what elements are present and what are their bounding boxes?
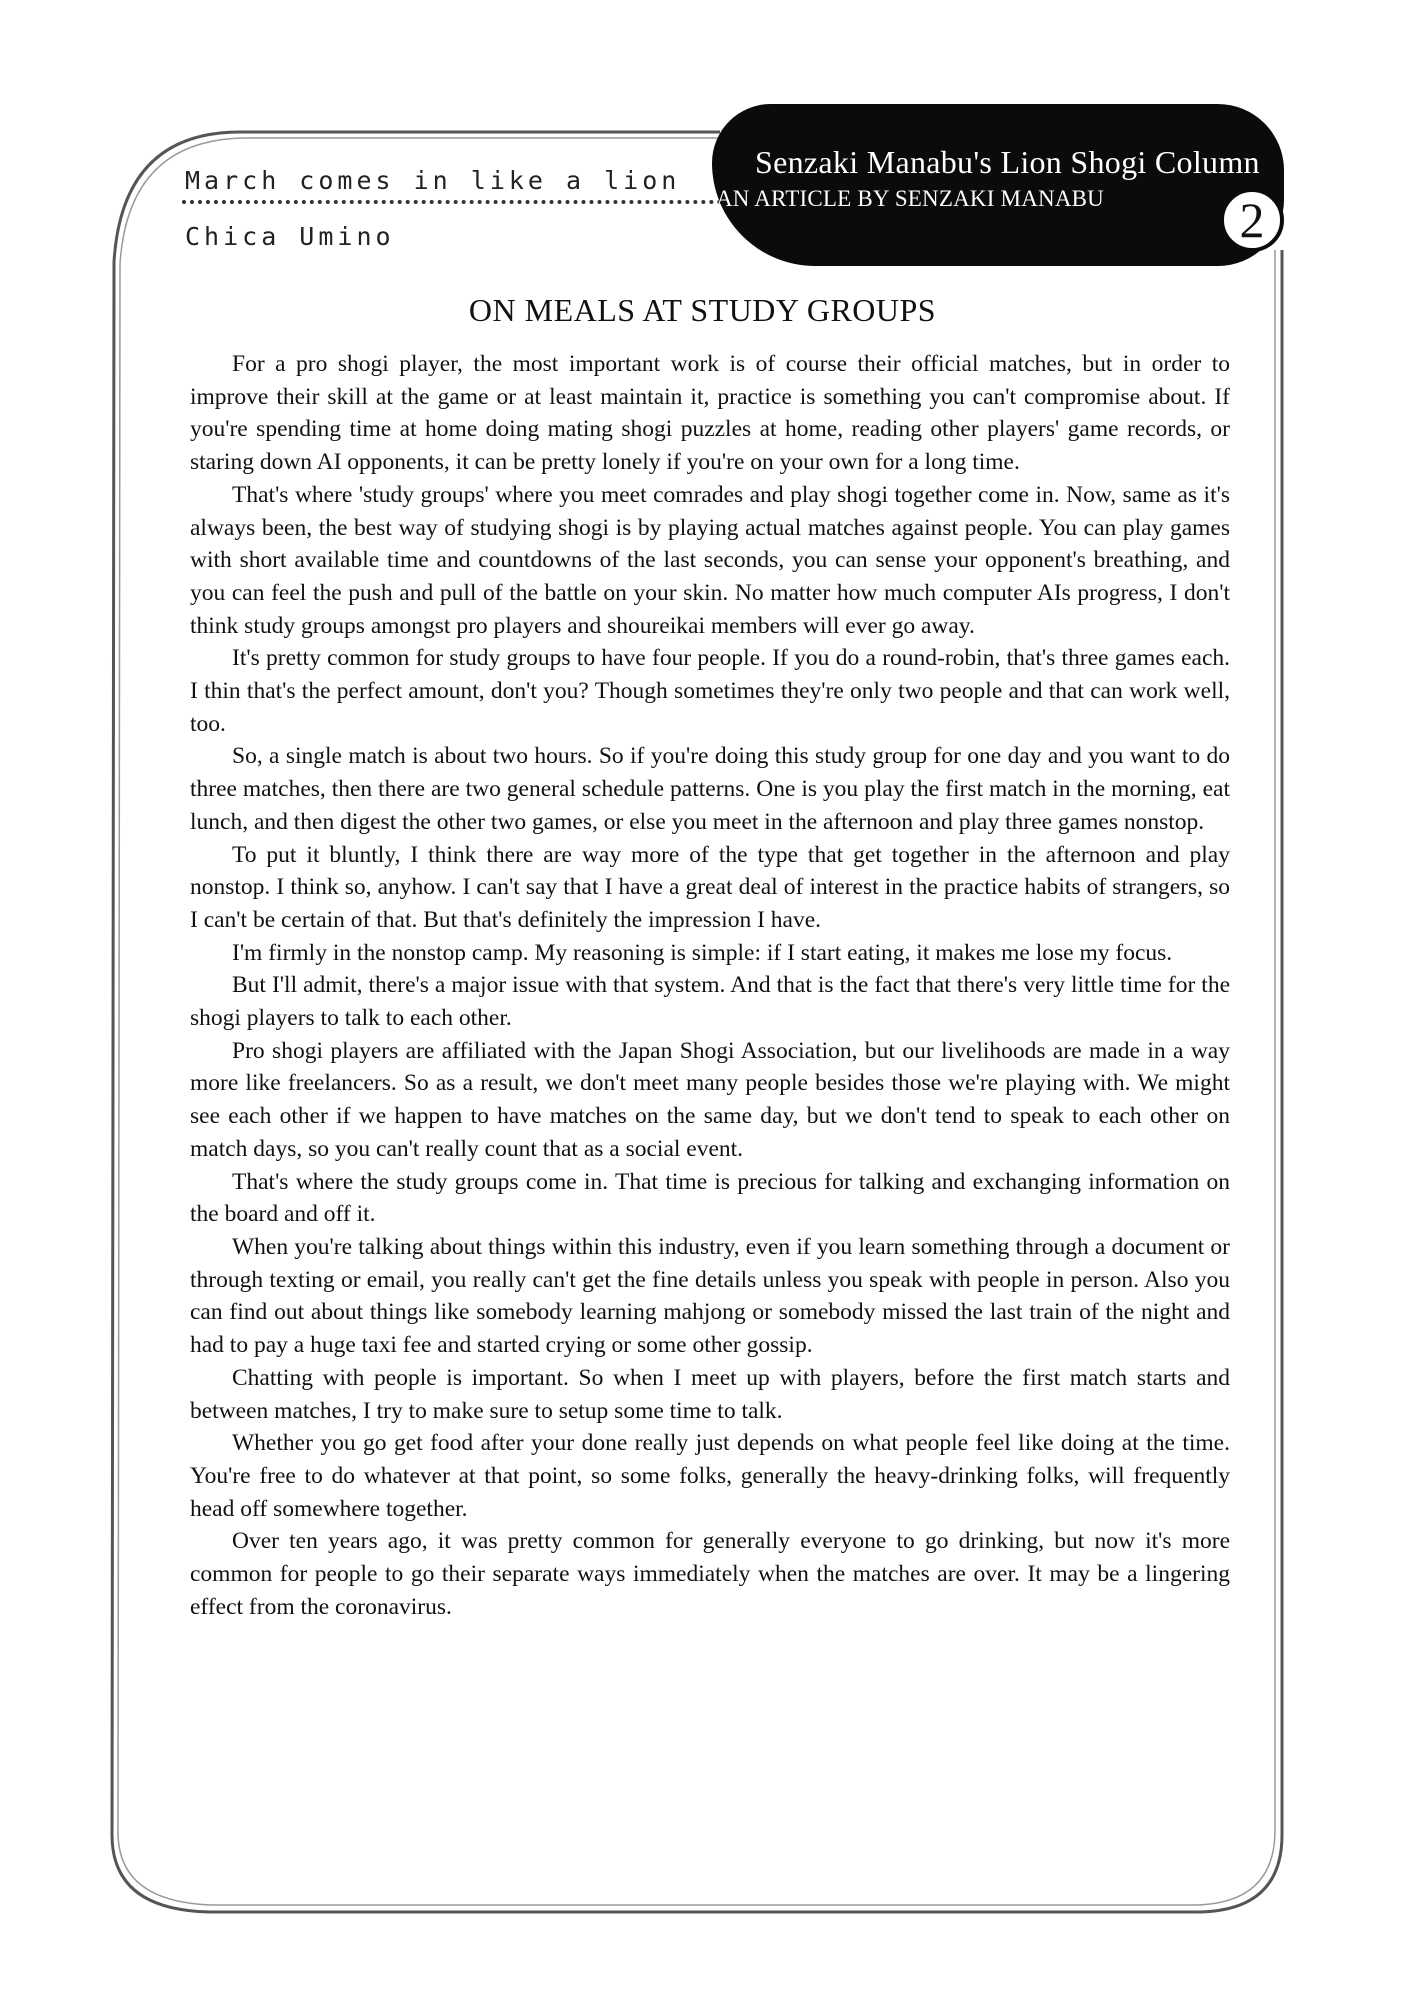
column-badge (712, 104, 1284, 266)
article-title: ON MEALS AT STUDY GROUPS (468, 292, 937, 328)
article-paragraph: I'm firmly in the nonstop camp. My reasoning is simple: if I start eating, it makes me lose my focus. (232, 939, 1173, 966)
article-paragraph: That's where the study groups come in. That time is precious for talking and exchanging information on the board and off it. (190, 1168, 1230, 1228)
article-paragraph: But I'll admit, there's a major issue with that system. And that is the fact that there's very little time for the shogi players to talk to each other. (190, 972, 1230, 1032)
author-name: Chica Umino (185, 222, 395, 251)
article-paragraph: Whether you go get food after your done really just depends on what people feel like doing at the time. You're free to do whatever at that point, so some folks, generally the heavy-drinking folks, will frequently head off somewhere together. (190, 1430, 1230, 1522)
column-subtitle: AN ARTICLE BY SENZAKI MANABU (716, 186, 1104, 211)
series-title: March comes in like a lion (185, 166, 681, 195)
article-paragraph: For a pro shogi player, the most important work is of course their official matches, but in order to improve their skill at the game or at least maintain it, practice is something you can't compromise about. If you're spending time at home doing mating shogi puzzles at home, reading other players' game records, or staring down AI opponents, it can be pretty lonely if you're on your own for a long time. (190, 351, 1230, 476)
article-paragraph: That's where 'study groups' where you meet comrades and play shogi together come in. Now, same as it's always been, the best way of studying shogi is by playing actual matches against people. You can play games with short available time and countdowns of the last seconds, you can sense your opponent's breathing, and you can feel the push and pull of the battle on your skin. No matter how much computer AIs progress, I don't think study groups amongst pro players and shoureikai members will ever go away. (190, 481, 1230, 639)
article-body (190, 348, 1230, 1623)
article-paragraph: It's pretty common for study groups to have four people. If you do a round-robin, that's three games each. I thin that's the perfect amount, don't you? Though sometimes they're only two people and that can work well, too. (190, 645, 1230, 737)
article-paragraph: To put it bluntly, I think there are way more of the type that get together in the afternoon and play nonstop. I think so, anyhow. I can't say that I have a great deal of interest in the practice habits of strangers, so I can't be certain of that. But that's definitely the impression I have. (190, 841, 1230, 933)
column-title: Senzaki Manabu's Lion Shogi Column (755, 144, 1260, 180)
article-paragraph: When you're talking about things within this industry, even if you learn something through a document or through texting or email, you really can't get the fine details unless you speak with people in person. Also you can find out about things like somebody learning mahjong or somebody missed the last train of the night and had to pay a huge taxi fee and started crying or some other gossip. (190, 1233, 1230, 1359)
article-paragraph: Pro shogi players are affiliated with the Japan Shogi Association, but our livelihoods are made in a way more like freelancers. So as a result, we don't meet many people besides those we're playing with. We might see each other if we happen to have matches on the same day, but we don't tend to speak to each other on match days, so you can't really count that as a social event. (190, 1037, 1230, 1162)
issue-number-badge: 2 (1220, 188, 1284, 252)
article-paragraph: Chatting with people is important. So when I meet up with players, before the first match starts and between matches, I try to make sure to setup some time to talk. (190, 1364, 1230, 1424)
dotted-divider (182, 200, 722, 204)
article-paragraph: Over ten years ago, it was pretty common for generally everyone to go drinking, but now it's more common for people to go their separate ways immediately when the matches are over. It may be a lingering effect from the coronavirus. (190, 1528, 1230, 1620)
article-paragraph: So, a single match is about two hours. So if you're doing this study group for one day and you want to do three matches, then there are two general schedule patterns. One is you play the first match in the morning, eat lunch, and then digest the other two games, or else you meet in the afternoon and play three games nonstop. (190, 743, 1230, 835)
